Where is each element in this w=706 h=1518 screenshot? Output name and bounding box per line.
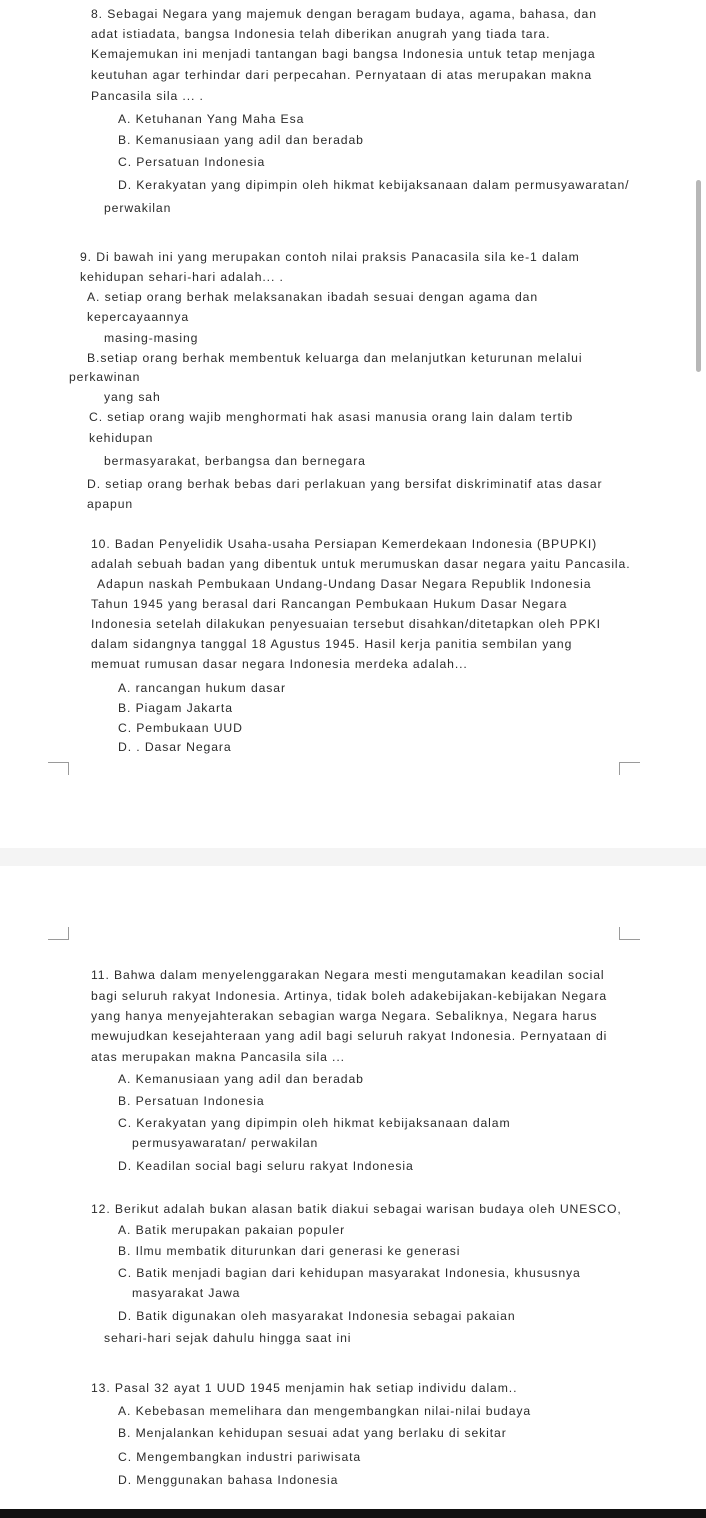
question-8-line: adat istiadata, bangsa Indonesia telah diberikan anugrah yang tiada tara.: [91, 27, 551, 41]
question-8-option-c: C. Persatuan Indonesia: [118, 155, 266, 169]
question-8-line: 8. Sebagai Negara yang majemuk dengan beragam budaya, agama, bahasa, dan: [91, 7, 597, 21]
question-10-line: dalam sidangnya tanggal 18 Agustus 1945. Hasil kerja panitia sembilan yang: [91, 637, 573, 651]
question-9-option-c-cont: kehidupan: [89, 431, 154, 445]
question-11-option-d: D. Keadilan social bagi seluru rakyat Indonesia: [118, 1159, 414, 1173]
question-13-line: 13. Pasal 32 ayat 1 UUD 1945 menjamin hak setiap individu dalam..: [91, 1381, 518, 1395]
question-9-option-d-cont: apapun: [87, 497, 134, 511]
question-9-line: kehidupan sehari-hari adalah... .: [80, 270, 284, 284]
question-9-option-c: C. setiap orang wajib menghormati hak asasi manusia orang lain dalam tertib: [89, 410, 574, 424]
question-10-line: Adapun naskah Pembukaan Undang-Undang Dasar Negara Republik Indonesia: [97, 577, 592, 591]
question-11-option-a: A. Kemanusiaan yang adil dan beradab: [118, 1072, 364, 1086]
question-9-option-b-cont: yang sah: [104, 390, 161, 404]
question-8-option-b: B. Kemanusiaan yang adil dan beradab: [118, 133, 364, 147]
question-11-line: mewujudkan kesejahteraan yang adil bagi seluruh rakyat Indonesia. Pernyataan di: [91, 1029, 608, 1043]
scrollbar-thumb[interactable]: [696, 180, 701, 372]
question-11-line: yang hanya menyejahterakan sebagian warga Negara. Sebaliknya, Negara harus: [91, 1009, 598, 1023]
question-8-line: Kemajemukan ini menjadi tantangan bagi bangsa Indonesia untuk tetap menjaga: [91, 47, 596, 61]
question-8-line: keutuhan agar terhindar dari perpecahan. Pernyataan di atas merupakan makna: [91, 68, 593, 82]
question-12-option-b: B. Ilmu membatik diturunkan dari generasi ke generasi: [118, 1244, 461, 1258]
question-13-option-a: A. Kebebasan memelihara dan mengembangkan nilai-nilai budaya: [118, 1404, 532, 1418]
question-12-option-d-cont: sehari-hari sejak dahulu hingga saat ini: [104, 1331, 352, 1345]
crop-mark: [619, 927, 640, 940]
question-9-option-b-cont: perkawinan: [69, 370, 141, 384]
question-11-line: bagi seluruh rakyat Indonesia. Artinya, tidak boleh adakebijakan-kebijakan Negara: [91, 989, 607, 1003]
question-9-option-a-cont: masing-masing: [104, 331, 199, 345]
question-8-option-d-cont: perwakilan: [104, 201, 172, 215]
question-9-option-c-cont: bermasyarakat, berbangsa dan bernegara: [104, 454, 366, 468]
question-8-line: Pancasila sila ... .: [91, 89, 204, 103]
crop-mark: [48, 762, 69, 775]
question-13-option-b: B. Menjalankan kehidupan sesuai adat yang berlaku di sekitar: [118, 1426, 507, 1440]
bottom-bar: [0, 1509, 706, 1518]
question-12-option-c-cont: masyarakat Jawa: [132, 1286, 241, 1300]
page-separator: [0, 848, 706, 866]
crop-mark: [48, 927, 69, 940]
question-10-line: Indonesia setelah dilakukan penyesuaian tersebut disahkan/ditetapkan oleh PPKI: [91, 617, 601, 631]
question-10-line: adalah sebuah badan yang dibentuk untuk merumuskan dasar negara yaitu Pancasila.: [91, 557, 631, 571]
question-9-option-a: A. setiap orang berhak melaksanakan ibadah sesuai dengan agama dan: [87, 290, 539, 304]
question-10-option-d: D. . Dasar Negara: [118, 740, 232, 754]
question-8-option-d: D. Kerakyatan yang dipimpin oleh hikmat kebijaksanaan dalam permusyawaratan/: [118, 178, 630, 192]
question-10-line: Tahun 1945 yang berasal dari Rancangan Pembukaan Hukum Dasar Negara: [91, 597, 568, 611]
question-10-option-b: B. Piagam Jakarta: [118, 701, 233, 715]
question-11-option-c: C. Kerakyatan yang dipimpin oleh hikmat kebijaksanaan dalam: [118, 1116, 511, 1130]
question-11-line: 11. Bahwa dalam menyelenggarakan Negara mesti mengutamakan keadilan social: [91, 968, 605, 982]
question-13-option-c: C. Mengembangkan industri pariwisata: [118, 1450, 362, 1464]
question-10-option-a: A. rancangan hukum dasar: [118, 681, 286, 695]
question-12-option-d: D. Batik digunakan oleh masyarakat Indonesia sebagai pakaian: [118, 1309, 516, 1323]
question-12-option-c: C. Batik menjadi bagian dari kehidupan masyarakat Indonesia, khususnya: [118, 1266, 581, 1280]
question-9-line: 9. Di bawah ini yang merupakan contoh nilai praksis Panacasila sila ke-1 dalam: [80, 250, 580, 264]
question-12-option-a: A. Batik merupakan pakaian populer: [118, 1223, 346, 1237]
question-11-line: atas merupakan makna Pancasila sila ...: [91, 1050, 345, 1064]
question-8-option-a: A. Ketuhanan Yang Maha Esa: [118, 112, 305, 126]
question-11-option-c-cont: permusyawaratan/ perwakilan: [132, 1136, 319, 1150]
question-11-option-b: B. Persatuan Indonesia: [118, 1094, 265, 1108]
crop-mark: [619, 762, 640, 775]
question-9-option-d: D. setiap orang berhak bebas dari perlakuan yang bersifat diskriminatif atas dasar: [87, 477, 603, 491]
question-10-option-c: C. Pembukaan UUD: [118, 721, 243, 735]
question-9-option-b: B.setiap orang berhak membentuk keluarga dan melanjutkan keturunan melalui: [87, 351, 583, 365]
question-9-option-a-cont: kepercayaannya: [87, 310, 190, 324]
question-10-line: memuat rumusan dasar negara Indonesia merdeka adalah...: [91, 657, 468, 671]
question-12-line: 12. Berikut adalah bukan alasan batik diakui sebagai warisan budaya oleh UNESCO,: [91, 1202, 622, 1216]
question-13-option-d: D. Menggunakan bahasa Indonesia: [118, 1473, 339, 1487]
question-10-line: 10. Badan Penyelidik Usaha-usaha Persiapan Kemerdekaan Indonesia (BPUPKI): [91, 537, 598, 551]
